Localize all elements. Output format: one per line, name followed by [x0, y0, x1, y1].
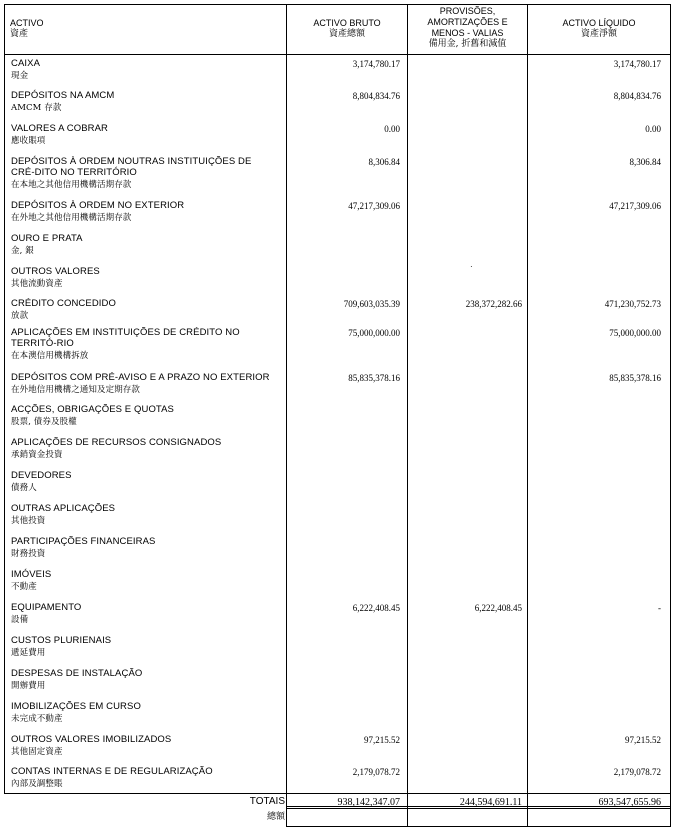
row-bruto-value: 3,174,780.17 [352, 59, 400, 69]
row-label [11, 602, 275, 627]
row-liquido-value: 85,835,378.16 [609, 373, 661, 383]
row-label-zh: 其他流動資產 [11, 279, 63, 289]
row-liquido-value: - [658, 603, 661, 613]
row-label-zh: 遞延費用 [11, 648, 46, 658]
row-label-zh: 開辦費用 [11, 681, 46, 691]
row-label-pt: CONTAS INTERNAS E DE REGULARIZAÇÃO [11, 766, 213, 777]
row-label-zh: 現金 [11, 71, 29, 81]
row-label [11, 470, 275, 495]
row-label-zh: 財務投資 [11, 549, 46, 559]
row-label-zh: 在本澳信用機構拆放 [11, 351, 89, 361]
header-provisoes-line2: AMORTIZAÇÕES E [427, 17, 508, 27]
row-label [11, 327, 275, 363]
row-label [11, 635, 275, 660]
row-label-pt: IMÓVEIS [11, 569, 52, 580]
row-label-pt: OUTRAS APLICAÇÕES [11, 503, 116, 514]
header-activo-pt: ACTIVO [10, 18, 44, 28]
row-label [11, 156, 275, 192]
row-provisoes-value: 238,372,282.66 [465, 299, 522, 309]
row-label-pt: DEVEDORES [11, 470, 72, 481]
row-bruto-value: 0.00 [384, 124, 400, 134]
row-label [11, 298, 275, 323]
row-label-zh: 在外地之其他信用機構活期存款 [11, 213, 132, 223]
row-liquido-value: 471,230,752.73 [604, 299, 661, 309]
row-label [11, 266, 275, 291]
totals-label: TOTAIS [249, 796, 285, 807]
row-label [11, 766, 275, 791]
row-label-pt: CAIXA [11, 58, 41, 69]
header-bottom-border [4, 54, 671, 55]
row-label-zh: 未完成不動產 [11, 714, 63, 724]
row-bruto-value: 47,217,309.06 [348, 201, 400, 211]
row-label-zh: 承銷資金投資 [11, 450, 63, 460]
row-label-pt: APLICAÇÕES EM INSTITUIÇÕES DE CRÉDITO NO TERRITÓ-RIO [11, 327, 240, 349]
row-label [11, 404, 275, 429]
totals-bruto: 938,142,347.07 [337, 797, 400, 808]
row-label-pt: APLICAÇÕES DE RECURSOS CONSIGNADOS [11, 437, 222, 448]
header-activo [10, 18, 44, 40]
row-label-zh: 放款 [11, 311, 29, 321]
row-bruto-value: 8,804,834.76 [352, 91, 400, 101]
header-provisoes [408, 6, 527, 50]
totals-label-zh: 總額 [266, 812, 285, 822]
row-label-zh: 不動產 [11, 582, 37, 592]
row-label-zh: 在本地之其他信用機構活期存款 [11, 180, 132, 190]
row-label [11, 536, 275, 561]
bottom-border [286, 826, 671, 827]
row-liquido-value: 75,000,000.00 [609, 328, 661, 338]
row-label-zh: 其他固定資產 [11, 747, 63, 757]
row-bruto-value: 6,222,408.45 [352, 603, 400, 613]
row-label [11, 200, 275, 225]
row-label [11, 58, 275, 83]
row-label-pt: VALORES A COBRAR [11, 123, 108, 134]
row-label [11, 701, 275, 726]
row-label-pt: CRÉDITO CONCEDIDO [11, 298, 116, 309]
header-activo-liquido [528, 18, 670, 40]
row-label [11, 503, 275, 528]
row-label-pt: EQUIPAMENTO [11, 602, 82, 613]
row-label-pt: PARTICIPAÇÕES FINANCEIRAS [11, 536, 156, 547]
row-label-pt: OUTROS VALORES [11, 266, 100, 277]
totals-double-underline [286, 808, 671, 809]
row-label-pt: DESPESAS DE INSTALAÇÃO [11, 668, 143, 679]
row-bruto-value: 2,179,078.72 [352, 767, 400, 777]
row-label [11, 90, 275, 115]
row-liquido-value: 8,804,834.76 [613, 91, 661, 101]
row-bruto-value: 709,603,035.39 [343, 299, 400, 309]
row-label-pt: DEPÓSITOS À ORDEM NO EXTERIOR [11, 200, 185, 211]
row-label-pt: OURO E PRATA [11, 233, 83, 244]
row-label-pt: IMOBILIZAÇÕES EM CURSO [11, 701, 141, 712]
row-label [11, 437, 275, 462]
row-label-zh: 債務人 [11, 483, 37, 493]
right-border [670, 4, 671, 827]
row-provisoes-value: 6,222,408.45 [474, 603, 522, 613]
top-border [4, 4, 671, 5]
header-provisoes-zh: 備用金, 折舊和減值 [428, 39, 507, 49]
col-divider-2 [407, 4, 408, 827]
stray-mark: · [470, 262, 473, 271]
header-activo-bruto [287, 18, 407, 40]
row-label-zh: 內部及調整賬 [11, 779, 63, 789]
row-label-zh: 在外地信用機構之通知及定期存款 [11, 385, 141, 395]
row-label [11, 668, 275, 693]
row-label-pt: DEPÓSITOS NA AMCM [11, 90, 115, 101]
header-activo-liquido-zh: 資產淨額 [580, 29, 617, 39]
row-label [11, 233, 275, 258]
row-liquido-value: 97,215.52 [625, 735, 661, 745]
row-label-pt: DEPÓSITOS À ORDEM NOUTRAS INSTITUIÇÕES DE CRÉ-DITO NO TERRITÓRIO [11, 156, 252, 178]
row-label-zh: 金, 銀 [11, 246, 34, 256]
row-label-zh: 股票, 債券及股權 [11, 417, 77, 427]
row-label-pt: CUSTOS PLURIENAIS [11, 635, 112, 646]
left-border [4, 4, 5, 793]
header-provisoes-line1: PROVISÕES, [439, 6, 496, 16]
header-provisoes-line3: MENOS - VALIAS [431, 28, 504, 38]
row-label [11, 372, 275, 397]
row-label-zh: 應收賬項 [11, 136, 46, 146]
totals-provisoes: 244,594,691.11 [459, 797, 522, 808]
row-label-pt: OUTROS VALORES IMOBILIZADOS [11, 734, 172, 745]
row-bruto-value: 8,306.84 [368, 157, 400, 167]
row-label [11, 569, 275, 594]
row-liquido-value: 8,306.84 [629, 157, 661, 167]
row-liquido-value: 3,174,780.17 [613, 59, 661, 69]
row-label-zh: AMCM 存款 [11, 103, 62, 113]
row-liquido-value: 0.00 [645, 124, 661, 134]
col-divider-3 [527, 4, 528, 827]
row-liquido-value: 2,179,078.72 [613, 767, 661, 777]
row-liquido-value: 47,217,309.06 [609, 201, 661, 211]
totals-liquido: 693,547,655.96 [598, 797, 661, 808]
row-label-zh: 設備 [11, 615, 29, 625]
row-label-zh: 其他投資 [11, 516, 46, 526]
row-label-pt: ACÇÕES, OBRIGAÇÕES E QUOTAS [11, 404, 174, 415]
row-label [11, 123, 275, 148]
header-activo-zh: 資產 [10, 29, 29, 39]
row-bruto-value: 75,000,000.00 [348, 328, 400, 338]
row-label [11, 734, 275, 759]
header-activo-liquido-pt: ACTIVO LÍQUIDO [562, 18, 636, 28]
row-bruto-value: 97,215.52 [364, 735, 400, 745]
totals-top-border [4, 793, 671, 794]
row-bruto-value: 85,835,378.16 [348, 373, 400, 383]
header-activo-bruto-zh: 資產總額 [328, 29, 365, 39]
row-label-pt: DEPÓSITOS COM PRÉ-AVISO E A PRAZO NO EXTERIOR [11, 372, 270, 383]
header-activo-bruto-pt: ACTIVO BRUTO [313, 18, 381, 28]
